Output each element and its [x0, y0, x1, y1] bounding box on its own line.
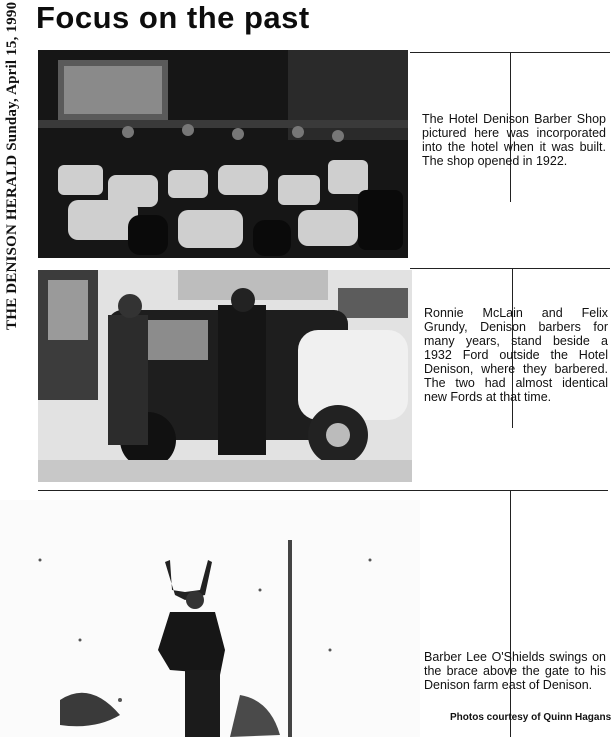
ford-caption: Ronnie McLain and Felix Grundy, Denison barbers for many years, stand beside a 1932 Ford outside the Hotel Denison, where they barbered. The two had almost identical new Fords at that time. — [424, 306, 608, 404]
headline: Focus on the past — [36, 0, 310, 35]
farm-caption: Barber Lee O'Shields swings on the brace above the gate to his Denison farm east of Denison. — [424, 650, 606, 692]
ford-car-photo — [38, 270, 412, 482]
column-rule — [510, 490, 511, 737]
column-rule — [410, 268, 610, 269]
masthead-date: April 15, 1990 — [4, 1, 20, 95]
column-rule — [38, 490, 608, 491]
barbershop-caption: The Hotel Denison Barber Shop pictured here was incorporated into the hotel when it was built. The shop opened in 1922. — [422, 112, 606, 168]
photo-credit: Photos courtesy of Quinn Hagans — [450, 712, 612, 723]
vertical-masthead — [4, 0, 21, 330]
farm-gate-photo — [0, 500, 420, 737]
masthead-paper-name: THE DENISON HERALD — [4, 154, 20, 330]
masthead-day: Sunday, — [4, 98, 20, 151]
barbershop-photo — [38, 50, 408, 258]
